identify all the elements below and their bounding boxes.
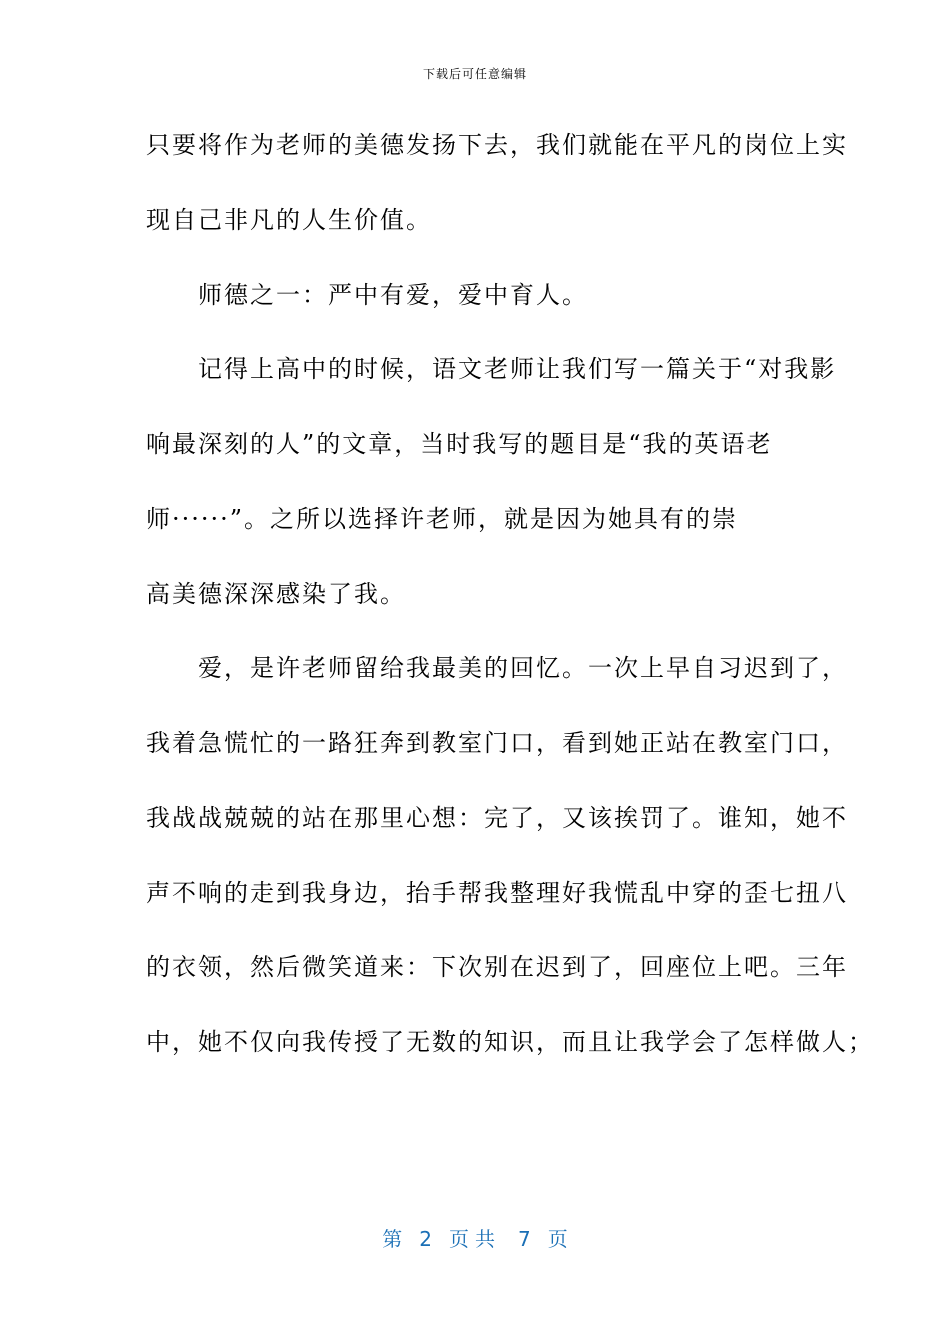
body-line: 的衣领，然后微笑道来：下次别在迟到了，回座位上吧。三年 xyxy=(146,953,848,981)
page-footer xyxy=(0,1226,950,1252)
body-line: 声不响的走到我身边，抬手帮我整理好我慌乱中穿的歪七扭八 xyxy=(146,879,848,907)
footer-total-pages: 7 xyxy=(517,1227,531,1251)
body-line: 记得上高中的时候，语文老师让我们写一篇关于“对我影 xyxy=(146,355,837,383)
body-line: 高美德深深感染了我。 xyxy=(146,580,406,608)
body-line: 师······”。之所以选择许老师，就是因为她具有的崇 xyxy=(146,505,739,533)
footer-suffix: 页 xyxy=(547,1227,568,1251)
page-header: 下载后可任意编辑 xyxy=(422,67,527,81)
body-line: 师德之一：严中有爱，爱中育人。 xyxy=(146,281,588,309)
footer-prefix: 第 xyxy=(382,1227,403,1251)
body-line: 我战战兢兢的站在那里心想：完了，又该挨罚了。谁知，她不 xyxy=(146,804,848,832)
body-line: 我着急慌忙的一路狂奔到教室门口，看到她正站在教室门口， xyxy=(146,729,848,757)
body-line: 现自己非凡的人生价值。 xyxy=(146,206,432,234)
body-line: 中，她不仅向我传授了无数的知识，而且让我学会了怎样做人； xyxy=(146,1028,874,1056)
body-line: 响最深刻的人”的文章，当时我写的题目是“我的英语老 xyxy=(146,430,773,458)
body-line: 爱，是许老师留给我最美的回忆。一次上早自习迟到了， xyxy=(146,654,848,682)
body-line: 只要将作为老师的美德发扬下去，我们就能在平凡的岗位上实 xyxy=(146,131,848,159)
footer-page-number: 2 xyxy=(419,1227,432,1251)
footer-middle: 页共 xyxy=(449,1227,501,1251)
